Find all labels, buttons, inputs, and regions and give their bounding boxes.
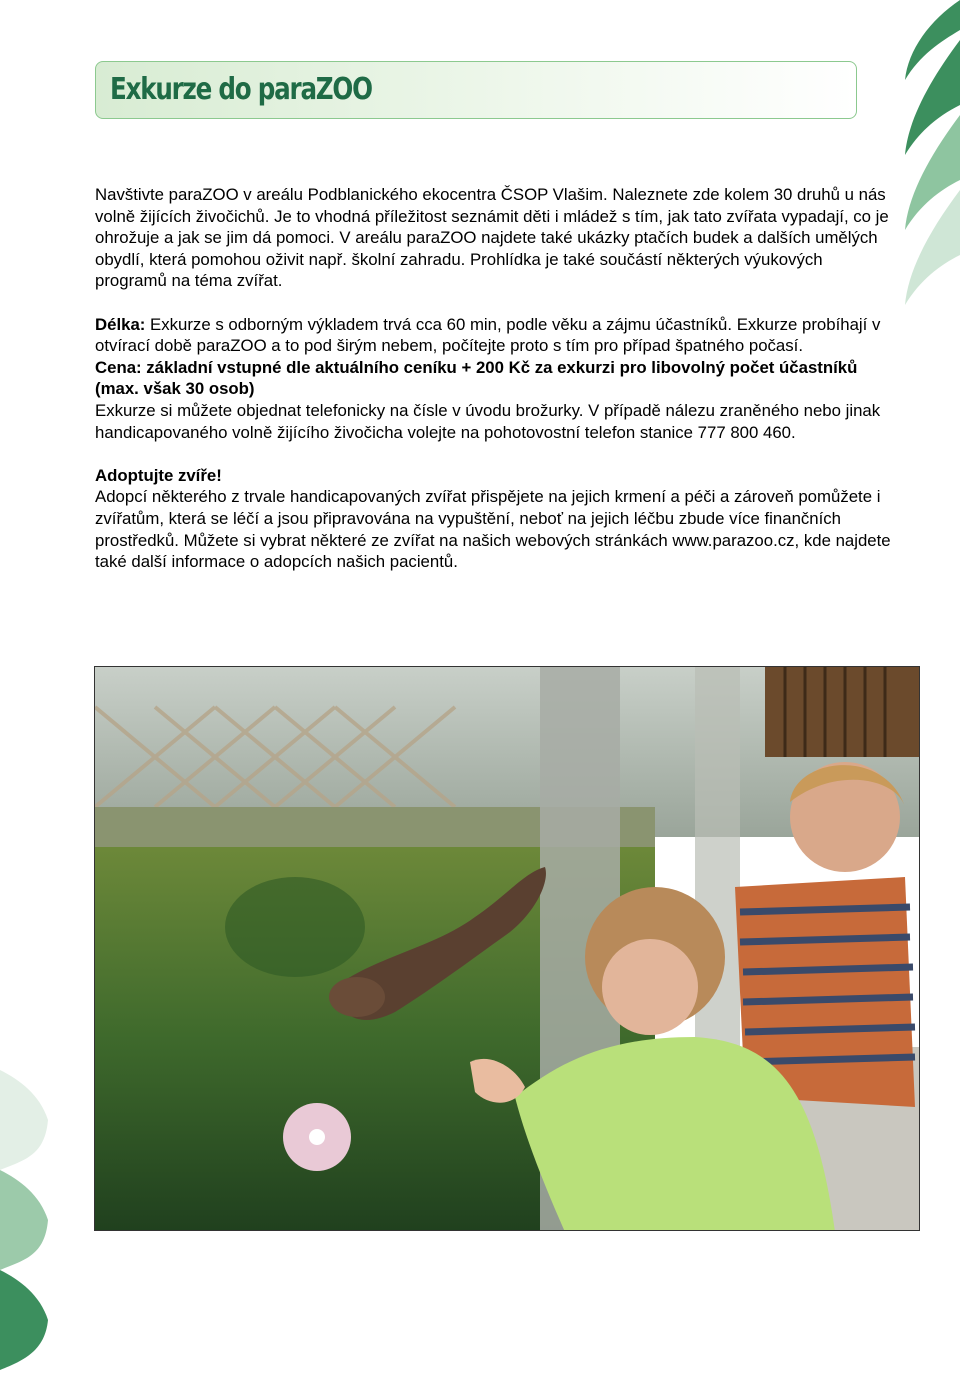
leaf-decoration-right bbox=[900, 0, 960, 310]
otter-photo bbox=[94, 666, 920, 1231]
booking-paragraph: Exkurze si můžete objednat telefonicky na čísle v úvodu brožurky. V případě nálezu zraněného nebo jinak handicapovaného volně žijícího živočicha volejte na pohotovostní telefon stanice 777 800 460. bbox=[95, 400, 881, 442]
duration-label: Délka: bbox=[95, 314, 146, 334]
price-paragraph: Cena: základní vstupné dle aktuálního ceníku + 200 Kč za exkurzi pro libovolný počet účastníků (max. však 30 osob) bbox=[95, 357, 858, 399]
leaf-decoration-left bbox=[0, 1060, 52, 1374]
intro-paragraph: Navštivte paraZOO v areálu Podblanického ekocentra ČSOP Vlašim. Naleznete zde kolem 30 druhů u nás volně žijících živočichů. Je to vhodná příležitost seznámit děti i mládež s tím, jak tato zvířata vypadají, co je ohrožuje a jak se jim dá pomoci. V areálu paraZOO najdete také ukázky ptačích budek a dalších umělých obydlí, která pomohou oživit např. školní zahradu. Prohlídka je také součástí některých výukových programů na téma zvířat. bbox=[95, 185, 889, 291]
duration-paragraph bbox=[95, 314, 895, 357]
duration-text: Exkurze s odborným výkladem trvá cca 60 min, podle věku a zájmu účastníků. Exkurze probíhají v otvírací době paraZOO a to pod širým nebem, počítejte proto s tím pro případ špatného počasí. bbox=[95, 314, 881, 356]
adopt-paragraph: Adopcí některého z trvale handicapovaných zvířat přispějete na jejich krmení a péči a zároveň pomůžete i zvířatům, která se léčí a jsou připravována na vypuštění, neboť na jejich léčbu zbude více finančních prostředků. Můžete si vybrat některé ze zvířat na našich webových stránkách www.parazoo.cz, kde najdete také další informace o adopcích našich pacientů. bbox=[95, 487, 891, 572]
page-title-box bbox=[95, 61, 857, 119]
adopt-heading: Adoptujte zvíře! bbox=[95, 465, 222, 485]
article-body bbox=[95, 184, 895, 573]
page-title: Exkurze do paraZOO bbox=[110, 72, 372, 107]
